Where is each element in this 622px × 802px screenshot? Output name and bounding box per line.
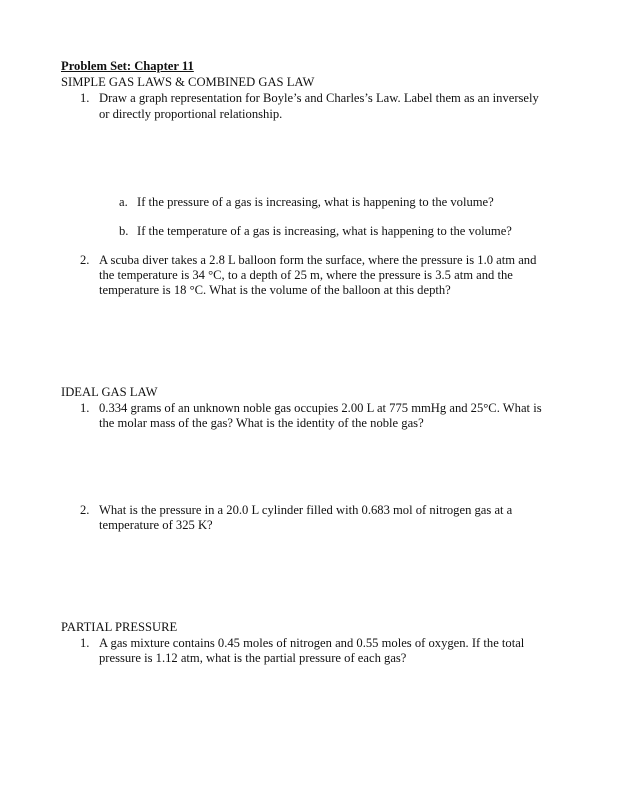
subquestion-letter: a.	[119, 195, 128, 209]
question-line: the temperature is 34 °C, to a depth of 25 m, where the pressure is 3.5 atm and the	[99, 268, 513, 282]
question-line: 0.334 grams of an unknown noble gas occupies 2.00 L at 775 mmHg and 25°C. What is	[99, 401, 542, 415]
subquestion-letter: b.	[119, 224, 129, 238]
question-line: or directly proportional relationship.	[99, 107, 283, 121]
question-number: 2.	[80, 253, 90, 267]
subquestion-text: If the temperature of a gas is increasing, what is happening to the volume?	[137, 224, 512, 238]
question-line: pressure is 1.12 atm, what is the partial pressure of each gas?	[99, 651, 407, 665]
question-number: 1.	[80, 401, 90, 415]
question-number: 2.	[80, 503, 90, 517]
section-heading-simple-gas-laws: SIMPLE GAS LAWS & COMBINED GAS LAW	[61, 75, 315, 89]
question-line: temperature of 325 K?	[99, 518, 213, 532]
question-line: A gas mixture contains 0.45 moles of nitrogen and 0.55 moles of oxygen. If the total	[99, 636, 525, 650]
question-line: temperature is 18 °C. What is the volume of the balloon at this depth?	[99, 283, 451, 297]
question-line: the molar mass of the gas? What is the identity of the noble gas?	[99, 416, 424, 430]
question-line: Draw a graph representation for Boyle’s and Charles’s Law. Label them as an inversely	[99, 91, 539, 105]
question-number: 1.	[80, 636, 90, 650]
question-line: A scuba diver takes a 2.8 L balloon form the surface, where the pressure is 1.0 atm and	[99, 253, 537, 267]
page-title: Problem Set: Chapter 11	[61, 59, 194, 73]
section-heading-ideal-gas-law: IDEAL GAS LAW	[61, 385, 158, 399]
question-line: What is the pressure in a 20.0 L cylinder filled with 0.683 mol of nitrogen gas at a	[99, 503, 513, 517]
question-number: 1.	[80, 91, 90, 105]
subquestion-text: If the pressure of a gas is increasing, what is happening to the volume?	[137, 195, 494, 209]
section-heading-partial-pressure: PARTIAL PRESSURE	[61, 620, 178, 634]
